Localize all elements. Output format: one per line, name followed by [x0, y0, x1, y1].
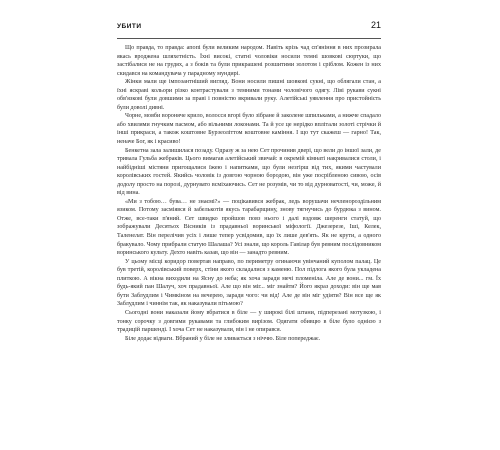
paragraph: Що правда, то правда: апопі були великим народом. Навіть крізь чад сп'яніння в них прозирала якась вроджена шляхетність. Їхні високі, статні чоловіки носили темні шовкові сюртуки, що застібалися не на грудях, а з боків та були прикрашені розшитими золотом і сріблом. Кожен із них скидався на командувача у парадному мундирі. [117, 45, 381, 77]
paragraph: Чорне, мовби вороняче крило, волосся вгорі було зібране й заколене шпильками, а нижче спадало або хвилями гнучким пасмом, або вільними локонами. Та й усе це нерідко вплітали золоті стрічки й інші прикраси, а також коштовне Бурзеоліттом коштовне каміння. І що тут скажеш — гарно! Так, неначе Бог, як і красиво! [117, 113, 381, 146]
body-text [117, 44, 381, 343]
paragraph: Біле додає відваги. Вбраний у біле не зливається з ніччю. Біле попереджає. [125, 335, 321, 342]
page-number: 21 [370, 20, 381, 30]
paragraph: «Ми з тобою… бува… не знаємі?» — поцікавився жебрак, ледь ворушачи нечленороздільним язиком. Потому засміявся й забелькотів якусь тарабарщину, знову тягнучись до бурдюка з вином. Отже, все-таки п'яний. Сет швидко пройшов повз нього і далі вздовж шеренги статуй, що зображували Десятьох Вісників із прадавньої воринської міфології. Джезерезе, Іші, Келек, Таленелат. Він перелічив усіх і лише тепер усвідомив, що їх лише дев'ять. Як не крути, а одного бракувало. Чому прибрали статую Шалаша? Усі знали, що король Гавілар був ревним послідовником воринського культу. Дехто навіть казав, що він — занадто ревним. [117, 198, 381, 257]
paragraph: Сьогодні вони наказали йому вбратися в біле — у широкі білі штани, підперезані мотузкою, і тонку сорочку з довгими рукавами та глибоким вирізом. Одягати обивцю в біле було однією з традицій паршенді. І хоча Сет не наказували, він і не опирався. [117, 309, 381, 334]
paragraph: Жінки мали ще імпозантніший вигляд. Вони носили пишні шовкові сукні, що облягали стан, а їхні яскраві кольори різко контрастували з темними тонами чоловічого одягу. Ліві рукави сукні обв'язкові були довшими за праві і повністю вкривали руку. Алетійські уявлення про пристойність були доволі дивні. [117, 79, 381, 111]
running-title: УБИТИ [117, 23, 142, 30]
page-header [117, 20, 381, 39]
paragraph: Бенкетна зала залишилася позаду. Одразу ж за нею Сет прочинив двері, що вели до іншої зали, де тривала Гульба жебраків. Цього вимагав алетійський звичай: в окремій кімнаті накривалися столи, і найбідніші містяни пригощалися їжею і напитками, що були незгірш від тих, якими частували королівських гостей. Якийсь чоловік із довгою чорною бородою, він уже посрібленою сивою, осів додолу просто на порозі, дурнувато всміхаючись. Сет не розумів, чи то від дурноватості, чи, може, й від вина. [117, 147, 381, 197]
paragraph: У цьому місці коридор повертав направо, по периметру огинаючи увінчаний куполом палац. Це був третій, королівський поверх, стіни якого складалися з каменю. Пол підлога якого була укладена плиткою. А вікна виходили на Ясну до неба; як хоча заради мечі пломеніла. Але де вони... гм. Їх будь-який пан Шалуч, хоч прадавньої. Але що він міг... міг знайти? Його якраз доходи: він ще мав бути Заблудлим і Чимкіном на вечерею, заради чого: чи від! Але де він міг удіяти? Він все ще як Заблудлим і чиннім так, як наказували пітьмою? [117, 258, 381, 308]
